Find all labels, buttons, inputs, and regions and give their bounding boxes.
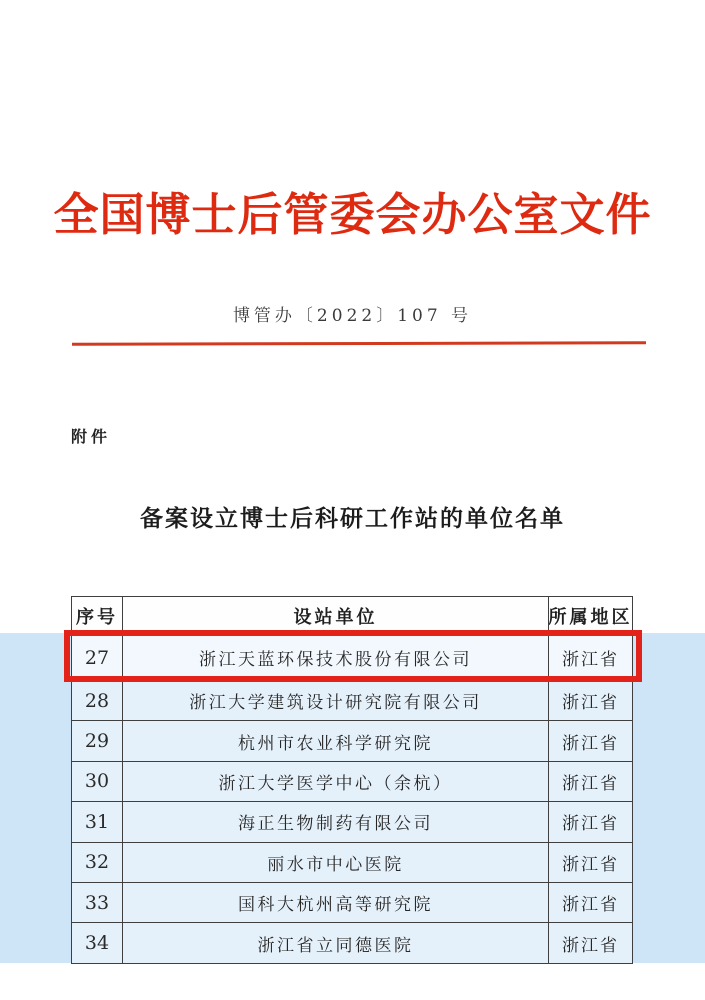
row-no: 32 <box>72 843 122 882</box>
red-divider-line <box>72 341 646 346</box>
row-no: 31 <box>72 802 122 841</box>
table-row-33 <box>72 882 632 922</box>
document-number: 博管办〔2022〕107 号 <box>232 306 473 326</box>
row-no: 34 <box>72 923 122 962</box>
column-header-region: 所属地区 <box>548 597 632 634</box>
row-region: 浙江省 <box>548 843 632 882</box>
row-no: 29 <box>72 721 122 760</box>
table-row-28 <box>72 680 632 720</box>
table-row-27 <box>72 634 632 680</box>
row-no: 27 <box>72 635 122 680</box>
row-unit: 浙江大学建筑设计研究院有限公司 <box>122 681 548 720</box>
table-row-29 <box>72 720 632 760</box>
table-row-30 <box>72 761 632 801</box>
row-region: 浙江省 <box>548 802 632 841</box>
row-region: 浙江省 <box>548 923 632 962</box>
row-region: 浙江省 <box>548 681 632 720</box>
row-unit: 丽水市中心医院 <box>122 843 548 882</box>
units-table <box>71 596 633 964</box>
row-region: 浙江省 <box>548 883 632 922</box>
row-unit: 国科大杭州高等研究院 <box>122 883 548 922</box>
row-region: 浙江省 <box>548 635 632 680</box>
table-row-34 <box>72 922 632 962</box>
attachment-label: 附件 <box>71 427 112 446</box>
table-row-31 <box>72 801 632 841</box>
row-unit: 浙江大学医学中心（余杭） <box>122 762 548 801</box>
row-unit: 海正生物制药有限公司 <box>122 802 548 841</box>
row-no: 30 <box>72 762 122 801</box>
row-unit: 浙江省立同德医院 <box>122 923 548 962</box>
row-region: 浙江省 <box>548 721 632 760</box>
table-header-row <box>72 597 632 634</box>
row-unit: 浙江天蓝环保技术股份有限公司 <box>122 635 548 680</box>
table-row-32 <box>72 842 632 882</box>
row-no: 33 <box>72 883 122 922</box>
column-header-no: 序号 <box>76 606 118 628</box>
row-unit: 杭州市农业科学研究院 <box>122 721 548 760</box>
document-title: 全国博士后管委会办公室文件 <box>53 188 652 241</box>
row-region: 浙江省 <box>548 762 632 801</box>
column-header-unit: 设站单位 <box>122 597 548 634</box>
row-no: 28 <box>72 681 122 720</box>
table-title: 备案设立博士后科研工作站的单位名单 <box>140 505 565 532</box>
